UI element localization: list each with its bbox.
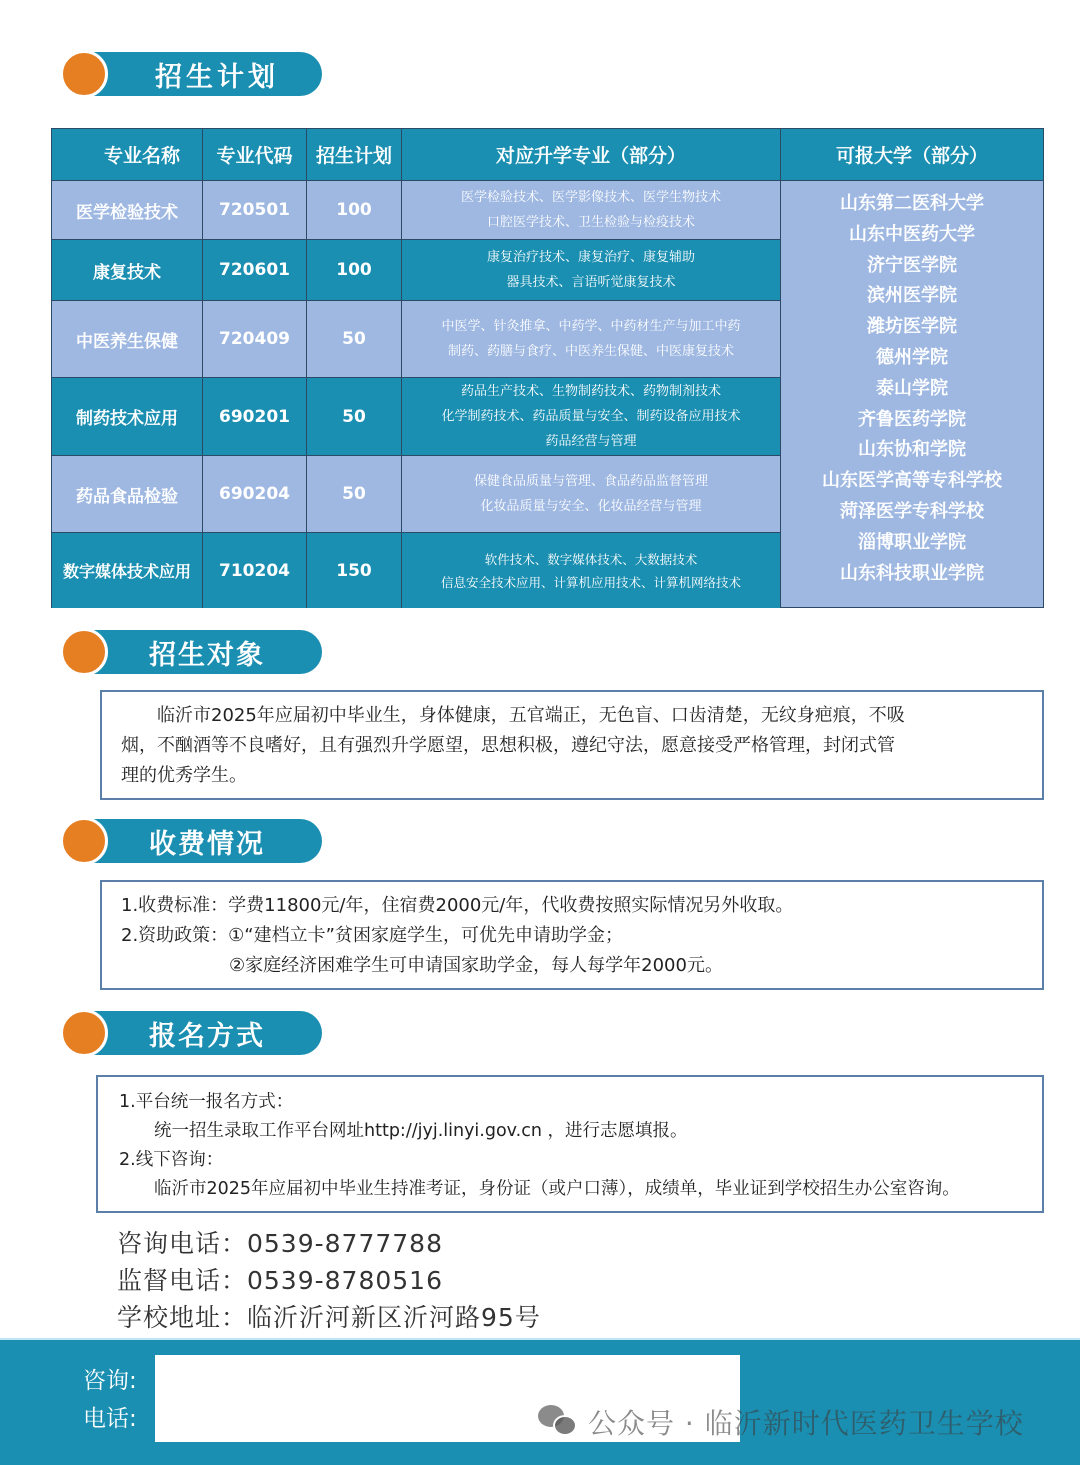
related-majors (402, 181, 781, 239)
universities-list (781, 180, 1043, 607)
target-line: 理的优秀学生。 (121, 765, 247, 786)
plan-count: 150 (307, 533, 402, 608)
plan-count: 50 (307, 456, 402, 532)
plan-count: 50 (307, 378, 402, 455)
contact-info (117, 1225, 541, 1336)
majors-line: 软件技术、数字媒体技术、大数据技术 (484, 551, 698, 567)
signup-box (96, 1075, 1044, 1213)
major-code: 710204 (203, 533, 307, 608)
majors-line: 制药、药膳与食疗、中医养生保健、中医康复技术 (447, 344, 734, 359)
related-majors (402, 456, 781, 532)
majors-line: 中医学、针灸推拿、中药学、中药材生产与加工中药 (441, 319, 741, 334)
major-name: 制药技术应用 (52, 378, 203, 455)
supervise-phone: 监督电话：0539-8780516 (117, 1266, 443, 1295)
fees-line: ②家庭经济困难学生可申请国家助学金，每人每学年2000元。 (121, 955, 723, 976)
majors-line: 化妆品质量与安全、化妆品经营与管理 (480, 499, 702, 514)
table-header (52, 129, 1043, 180)
target-line: 临沂市2025年应届初中毕业生，身体健康，五官端正，无色盲、口齿清楚，无纹身疤痕，不吸 (121, 705, 905, 726)
enrollment-plan-table (51, 128, 1044, 608)
majors-line: 药品生产技术、生物制药技术、药物制剂技术 (460, 384, 721, 399)
major-name: 数字媒体技术应用 (52, 533, 203, 608)
header-plan: 招生计划 (307, 129, 402, 180)
university: 山东第二医科大学 (840, 193, 984, 214)
major-code: 690201 (203, 378, 307, 455)
university: 山东协和学院 (858, 439, 966, 461)
university: 山东医学高等专科学校 (822, 470, 1002, 492)
university: 滨州医学院 (867, 285, 957, 307)
related-majors (402, 533, 781, 608)
orange-circle-icon (60, 628, 108, 676)
major-code: 720501 (203, 181, 307, 239)
watermark-text: 公众号 · 临沂新时代医药卫生学校 (588, 1407, 1024, 1440)
majors-line: 药品经营与管理 (545, 434, 637, 449)
header-major-code: 专业代码 (203, 129, 307, 180)
related-majors (402, 240, 781, 300)
related-majors (402, 301, 781, 377)
table-row (52, 239, 781, 300)
table-row (52, 377, 781, 455)
majors-line: 口腔医学技术、卫生检验与检疫技术 (486, 215, 695, 230)
table-row (52, 300, 781, 377)
school-address: 学校地址：临沂沂河新区沂河路95号 (117, 1303, 541, 1332)
majors-line: 保健食品质量与管理、食品药品监督管理 (473, 474, 708, 489)
major-code: 720601 (203, 240, 307, 300)
consult-phone: 咨询电话：0539-8777788 (117, 1229, 443, 1258)
university: 德州学院 (876, 346, 948, 368)
signup-line: 1.平台统一报名方式： (119, 1092, 294, 1112)
university: 淄博职业学院 (858, 531, 966, 553)
target-box (100, 690, 1044, 800)
majors-line: 康复治疗技术、康复治疗、康复辅助 (486, 250, 695, 265)
fees-line: 1.收费标准：学费11800元/年，住宿费2000元/年，代收费按照实际情况另外收取。 (121, 895, 794, 916)
section-title: 招生计划 (82, 52, 322, 96)
university: 济宁医学院 (867, 254, 957, 276)
major-name: 医学检验技术 (52, 181, 203, 239)
university: 山东科技职业学院 (840, 562, 984, 584)
majors-line: 医学检验技术、医学影像技术、医学生物技术 (460, 190, 721, 205)
signup-line: 临沂市2025年应届初中毕业生持准考证，身份证（或户口薄），成绩单，毕业证到学校招生办公室咨询。 (119, 1179, 960, 1199)
section-title: 招生对象 (82, 630, 322, 674)
header-major-name: 专业名称 (52, 129, 203, 180)
wechat-icon (538, 1405, 578, 1439)
fees-line: 2.资助政策：①“建档立卡”贫困家庭学生，可优先申请助学金； (121, 925, 623, 946)
header-universities: 可报大学（部分） (835, 145, 988, 167)
fees-box (100, 880, 1044, 990)
university: 泰山学院 (876, 377, 948, 399)
wechat-watermark (538, 1402, 1024, 1442)
university: 齐鲁医药学院 (858, 408, 966, 430)
major-name: 康复技术 (52, 240, 203, 300)
university: 菏泽医学专科学校 (840, 500, 984, 522)
table-row (52, 455, 781, 532)
signup-line: 2.线下咨询： (119, 1150, 224, 1170)
university: 潍坊医学院 (867, 316, 957, 338)
table-row (52, 532, 781, 608)
footer-labels (83, 1362, 137, 1438)
related-majors (402, 378, 781, 455)
plan-count: 100 (307, 240, 402, 300)
major-code: 720409 (203, 301, 307, 377)
majors-line: 器具技术、言语听觉康复技术 (506, 275, 676, 290)
target-line: 烟，不酗酒等不良嗜好，且有强烈升学愿望，思想积极，遵纪守法，愿意接受严格管理，封闭式管 (121, 735, 895, 756)
university: 山东中医药大学 (849, 223, 975, 245)
table-row (52, 180, 781, 239)
orange-circle-icon (60, 50, 108, 98)
major-code: 690204 (203, 456, 307, 532)
orange-circle-icon (60, 1009, 108, 1057)
major-name: 药品食品检验 (52, 456, 203, 532)
section-title: 收费情况 (82, 819, 322, 863)
plan-count: 100 (307, 181, 402, 239)
majors-line: 信息安全技术应用、计算机应用技术、计算机网络技术 (440, 574, 741, 590)
majors-line: 化学制药技术、药品质量与安全、制药设备应用技术 (441, 409, 741, 424)
signup-line: 统一招生录取工作平台网址http://jyj.linyi.gov.cn ，进行志愿填报。 (119, 1121, 688, 1141)
footer-label-consult: 咨询: (83, 1368, 137, 1394)
section-title: 报名方式 (82, 1011, 322, 1055)
plan-count: 50 (307, 301, 402, 377)
header-majors: 对应升学专业（部分） (402, 129, 781, 180)
orange-circle-icon (60, 817, 108, 865)
major-name: 中医养生保健 (52, 301, 203, 377)
footer-label-phone: 电话: (83, 1406, 137, 1432)
